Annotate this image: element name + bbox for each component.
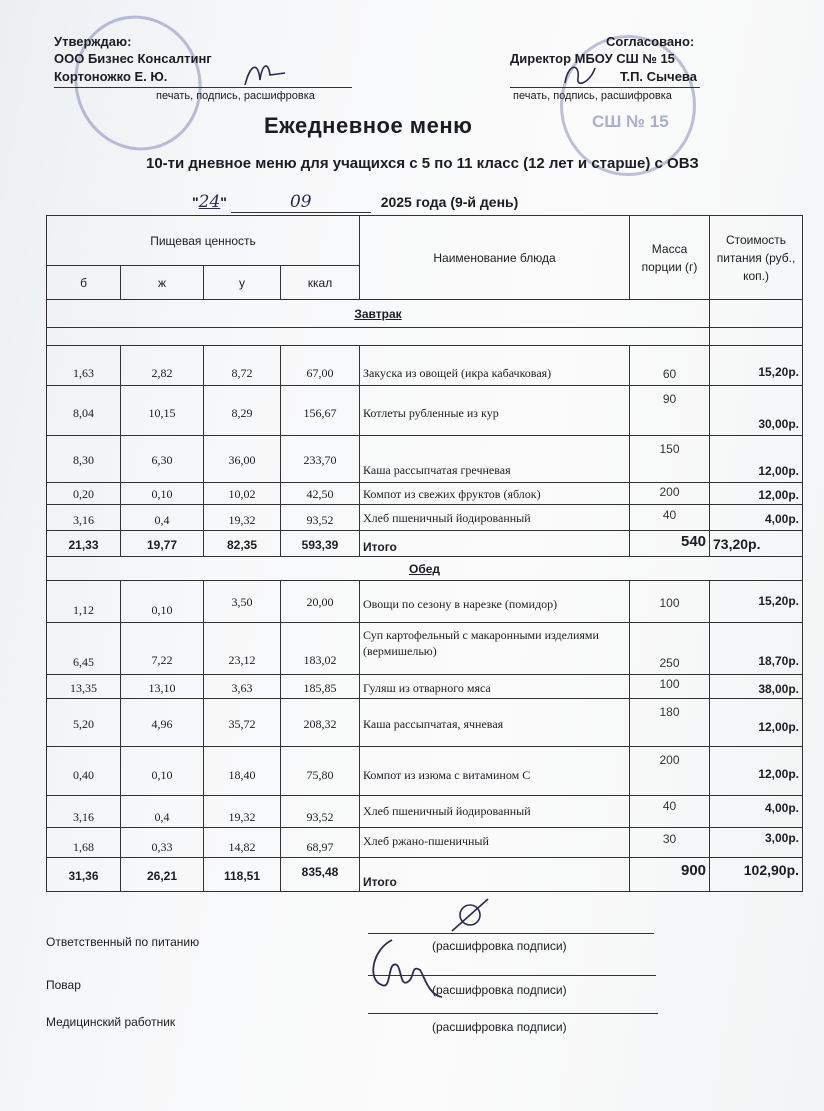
table-header-row	[47, 216, 803, 266]
table-row	[47, 346, 803, 386]
cell-cost: 18,70р.	[710, 623, 803, 675]
footer-medic-note: (расшифровка подписи)	[432, 1020, 567, 1034]
date-month: 09	[231, 192, 371, 213]
footer-cook-note: (расшифровка подписи)	[432, 983, 567, 997]
cell-mass: 100	[630, 675, 710, 699]
footer-responsible-line	[368, 933, 654, 934]
total-b: 31,36	[47, 858, 121, 892]
cell-u: 8,29	[204, 386, 281, 436]
cell-kcal: 208,32	[281, 699, 360, 747]
cell-dish: Котлеты рубленные из кур	[360, 386, 630, 436]
cell-zh: 10,15	[121, 386, 204, 436]
footer-responsible-label: Ответственный по питанию	[46, 935, 200, 949]
cell-b: 8,30	[47, 436, 121, 483]
approve-label: Утверждаю:	[54, 34, 132, 49]
cell-dish: Суп картофельный с макаронными изделиями (вермишелью)	[360, 623, 630, 675]
cell-b: 8,04	[47, 386, 121, 436]
table-row	[47, 623, 803, 675]
cell-cost: 15,20р.	[710, 346, 803, 386]
cell-cost: 12,00р.	[710, 699, 803, 747]
table-row	[47, 747, 803, 796]
cell-cost: 30,00р.	[710, 386, 803, 436]
cell-mass: 30	[630, 828, 710, 858]
table-row	[47, 796, 803, 828]
cell-u: 14,82	[204, 828, 281, 858]
cell-b: 3,16	[47, 796, 121, 828]
cell-zh: 2,82	[121, 346, 204, 386]
header-dish: Наименование блюда	[360, 216, 630, 300]
footer-responsible-note: (расшифровка подписи)	[432, 939, 567, 953]
cell-b: 1,68	[47, 828, 121, 858]
cell-u: 19,32	[204, 796, 281, 828]
cell-zh: 13,10	[121, 675, 204, 699]
table-row	[47, 483, 803, 505]
cell-kcal: 20,00	[281, 581, 360, 623]
cell-kcal: 68,97	[281, 828, 360, 858]
total-zh: 19,77	[121, 531, 204, 557]
header-mass: Масса порции (г)	[630, 216, 710, 300]
cell-dish: Овощи по сезону в нарезке (помидор)	[360, 581, 630, 623]
total-mass: 900	[630, 858, 710, 892]
cell-b: 1,12	[47, 581, 121, 623]
cell-kcal: 42,50	[281, 483, 360, 505]
table-row	[47, 386, 803, 436]
cell-b: 1,63	[47, 346, 121, 386]
cell-dish: Каша рассыпчатая гречневая	[360, 436, 630, 483]
cell-cost: 38,00р.	[710, 675, 803, 699]
signature-responsible	[440, 895, 500, 935]
section-lunch-title: Обед	[47, 557, 803, 581]
approve-person: Кортоножко Е. Ю.	[54, 69, 168, 84]
cell-mass: 40	[630, 505, 710, 531]
cell-dish: Хлеб пшеничный йодированный	[360, 505, 630, 531]
page-title: Ежедневное меню	[264, 113, 473, 138]
cell-u: 19,32	[204, 505, 281, 531]
cell-kcal: 185,85	[281, 675, 360, 699]
total-u: 118,51	[204, 858, 281, 892]
header-b: б	[47, 266, 121, 300]
cell-u: 8,72	[204, 346, 281, 386]
table-row	[47, 436, 803, 483]
menu-table	[46, 215, 803, 892]
cell-cost: 12,00р.	[710, 483, 803, 505]
cell-mass: 90	[630, 386, 710, 436]
cell-b: 5,20	[47, 699, 121, 747]
quote-open: "	[192, 194, 199, 210]
cell-mass: 40	[630, 796, 710, 828]
table-row	[47, 699, 803, 747]
cell-kcal: 75,80	[281, 747, 360, 796]
cell-dish: Хлеб ржано-пшеничный	[360, 828, 630, 858]
signature-cook	[362, 935, 452, 1005]
agree-underline	[510, 87, 700, 88]
lunch-total-row	[47, 858, 803, 892]
quote-close: "	[220, 194, 227, 210]
cell-dish: Хлеб пшеничный йодированный	[360, 796, 630, 828]
footer-medic-label: Медицинский работник	[46, 1015, 176, 1029]
header-zh: ж	[121, 266, 204, 300]
header-nutrition: Пищевая ценность	[47, 216, 360, 266]
empty-cell	[710, 300, 803, 328]
date-year: 2025 года (9-й день)	[380, 194, 519, 210]
cell-cost: 15,20р.	[710, 581, 803, 623]
cell-b: 3,16	[47, 505, 121, 531]
cell-mass: 100	[630, 581, 710, 623]
agree-label: Согласовано:	[606, 34, 695, 49]
cell-mass: 180	[630, 699, 710, 747]
agree-person: Т.П. Сычева	[620, 69, 697, 84]
cell-cost: 4,00р.	[710, 505, 803, 531]
stamp-left	[56, 0, 221, 168]
cell-dish: Закуска из овощей (икра кабачковая)	[360, 346, 630, 386]
table-row	[47, 828, 803, 858]
cell-zh: 0,10	[121, 747, 204, 796]
cell-kcal: 233,70	[281, 436, 360, 483]
total-label: Итого	[360, 858, 630, 892]
cell-b: 0,40	[47, 747, 121, 796]
header-kcal: ккал	[281, 266, 360, 300]
agree-note: печать, подпись, расшифровка	[513, 90, 672, 102]
cell-cost: 12,00р.	[710, 436, 803, 483]
cell-kcal: 93,52	[281, 505, 360, 531]
agree-org: Директор МБОУ СШ № 15	[510, 51, 675, 66]
date-day: 24	[198, 192, 221, 212]
total-kcal: 593,39	[281, 531, 360, 557]
cell-u: 23,12	[204, 623, 281, 675]
cell-mass: 60	[630, 346, 710, 386]
signature-approve	[240, 55, 300, 90]
cell-zh: 0,4	[121, 505, 204, 531]
cell-u: 10,02	[204, 483, 281, 505]
cell-zh: 0,4	[121, 796, 204, 828]
cell-b: 13,35	[47, 675, 121, 699]
table-row	[47, 581, 803, 623]
total-kcal: 835,48	[281, 858, 360, 892]
cell-u: 3,50	[204, 581, 281, 623]
cell-cost: 4,00р.	[710, 796, 803, 828]
cell-u: 35,72	[204, 699, 281, 747]
cell-zh: 4,96	[121, 699, 204, 747]
cell-dish: Каша рассыпчатая, ячневая	[360, 699, 630, 747]
cell-cost: 12,00р.	[710, 747, 803, 796]
cell-zh: 0,33	[121, 828, 204, 858]
cell-dish: Гуляш из отварного мяса	[360, 675, 630, 699]
section-lunch-row	[47, 557, 803, 581]
total-cost: 102,90р.	[710, 858, 803, 892]
cell-mass: 250	[630, 623, 710, 675]
empty-cell	[710, 328, 803, 346]
footer-medic-line	[368, 1013, 658, 1014]
cell-b: 6,45	[47, 623, 121, 675]
table-row	[47, 675, 803, 699]
cell-u: 18,40	[204, 747, 281, 796]
approve-note: печать, подпись, расшифровка	[156, 90, 315, 102]
cell-mass: 150	[630, 436, 710, 483]
total-zh: 26,21	[121, 858, 204, 892]
cell-b: 0,20	[47, 483, 121, 505]
page-subtitle: 10-ти дневное меню для учащихся с 5 по 11 класс (12 лет и старше) с ОВЗ	[146, 155, 699, 172]
total-mass: 540	[630, 531, 710, 557]
approve-underline	[54, 87, 352, 88]
breakfast-total-row	[47, 531, 803, 557]
cell-u: 36,00	[204, 436, 281, 483]
cell-zh: 0,10	[121, 483, 204, 505]
cell-kcal: 156,67	[281, 386, 360, 436]
cell-dish: Компот из свежих фруктов (яблок)	[360, 483, 630, 505]
cell-dish: Компот из изюма с витамином С	[360, 747, 630, 796]
cell-zh: 7,22	[121, 623, 204, 675]
cell-mass: 200	[630, 747, 710, 796]
total-cost: 73,20р.	[710, 531, 803, 557]
header-u: у	[204, 266, 281, 300]
total-b: 21,33	[47, 531, 121, 557]
signature-agree	[560, 58, 600, 93]
empty-cell	[47, 328, 710, 346]
footer-cook-label: Повар	[46, 978, 81, 992]
cell-kcal: 93,52	[281, 796, 360, 828]
cell-zh: 6,30	[121, 436, 204, 483]
stamp-right-text: СШ № 15	[592, 112, 669, 131]
header-cost: Стоимость питания (руб., коп.)	[710, 216, 803, 300]
approve-org: ООО Бизнес Консалтинг	[54, 51, 212, 66]
cell-cost: 3,00р.	[710, 828, 803, 858]
cell-zh: 0,10	[121, 581, 204, 623]
section-breakfast-row	[47, 300, 803, 328]
total-u: 82,35	[204, 531, 281, 557]
date-line	[192, 192, 518, 213]
spacer-row	[47, 328, 803, 346]
cell-u: 3,63	[204, 675, 281, 699]
table-row	[47, 505, 803, 531]
cell-kcal: 67,00	[281, 346, 360, 386]
section-breakfast-title: Завтрак	[47, 300, 710, 328]
cell-kcal: 183,02	[281, 623, 360, 675]
cell-mass: 200	[630, 483, 710, 505]
total-label: Итого	[360, 531, 630, 557]
